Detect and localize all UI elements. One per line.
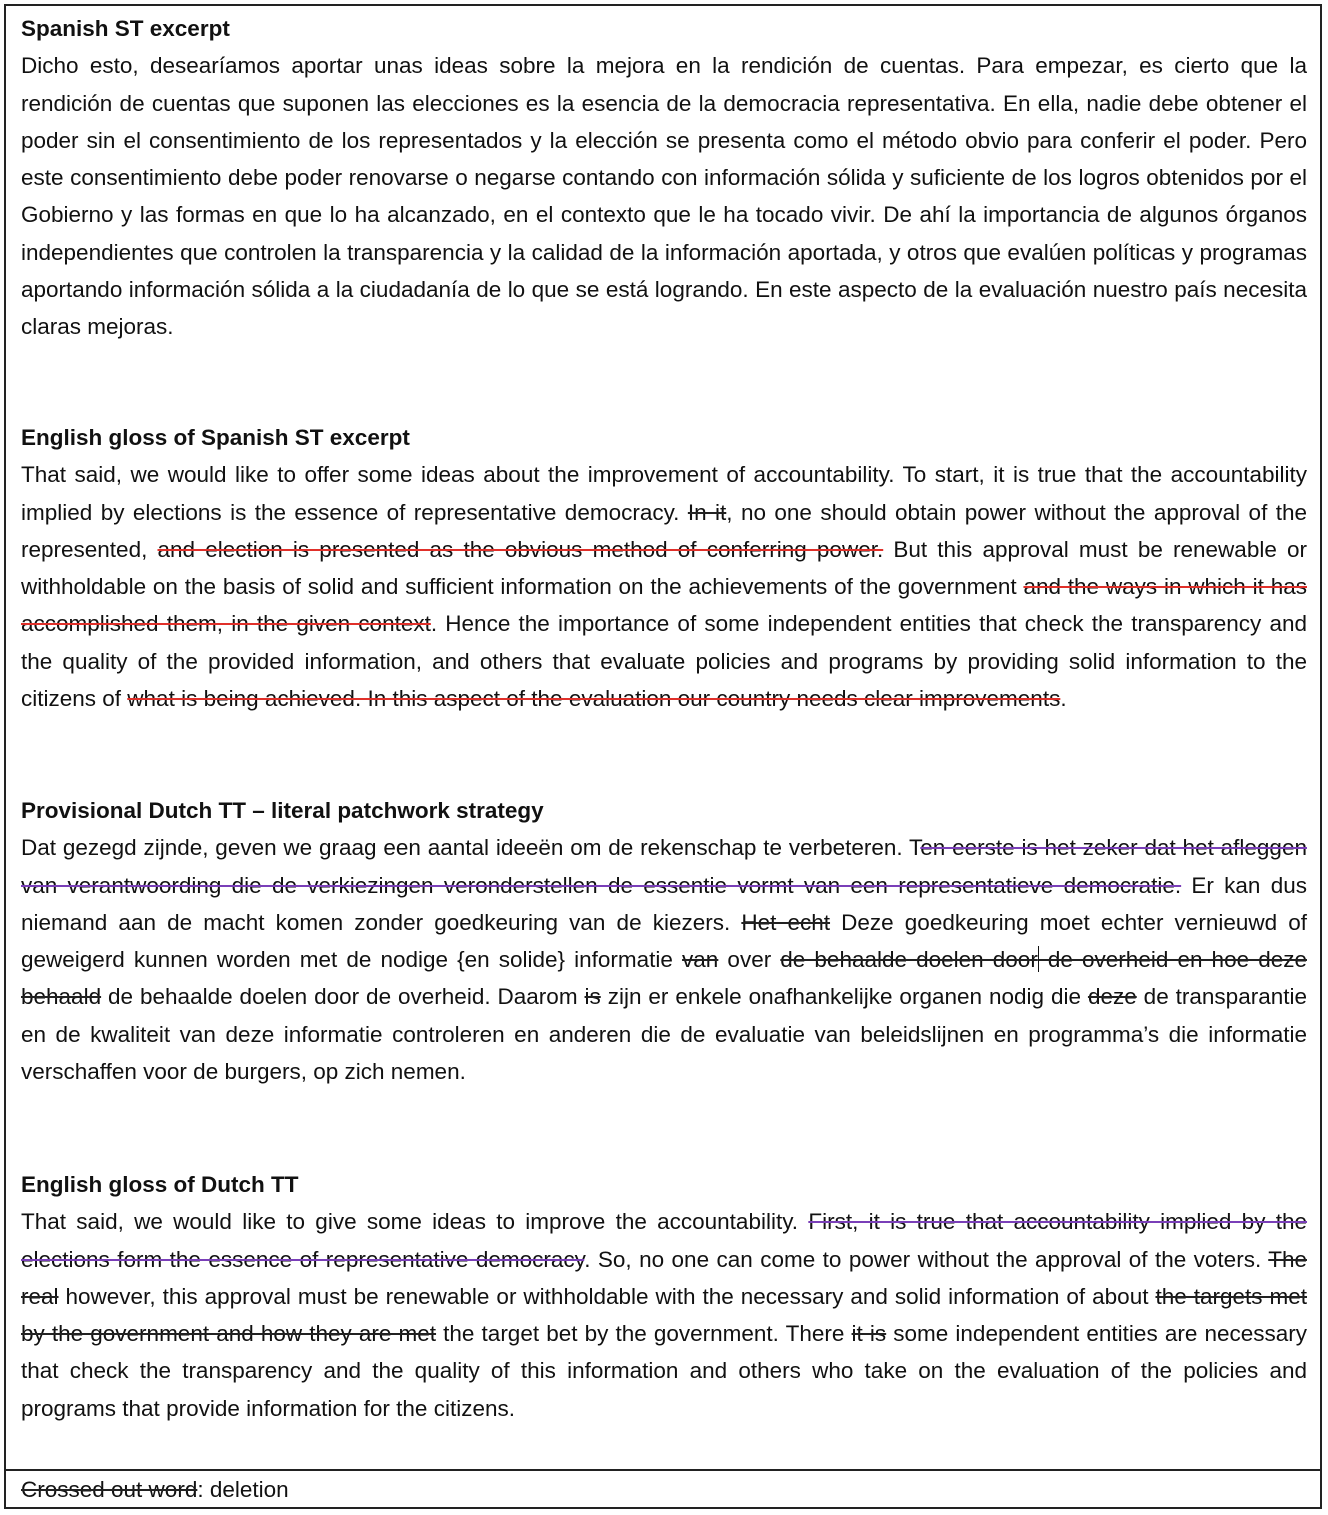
deleted-text-red: what is being achieved. In this aspect of the evaluation our country needs clear improvements	[127, 686, 1061, 712]
section-dutch-tt	[21, 792, 1307, 1090]
deleted-text: deze	[1087, 984, 1137, 1010]
text-run: Dicho esto, desearíamos aportar unas ideas sobre la mejora en la rendición de cuentas. Para empezar, es cierto que la rendición de cuentas que suponen las elecciones es la esencia de la democracia representativa. En ella, nadie debe obtener el poder sin el consentimiento de los representados y la elección se presenta como el método obvio para conferir el poder. Pero este consentimiento debe poder renovarse o negarse contando con información sólida y suficiente de los logros obtenidos por el Gobierno y las formas en que lo ha alcanzado, en el contexto que le ha tocado vivir. De ahí la importancia de algunos órganos independientes que controlen la transparencia y la calidad de la información aportada, y otros que evalúen políticas y programas aportando información sólida a la ciudadanía de lo que se está logrando. En este aspecto de la evaluación nuestro país necesita claras mejoras.	[21, 53, 1307, 340]
section-text	[21, 1203, 1307, 1427]
section-heading: Spanish ST excerpt	[21, 16, 230, 41]
text-run: over	[718, 947, 781, 973]
deleted-text: The real	[21, 1246, 1307, 1309]
deleted-text-red: and election is presented as the obvious method of conferring power.	[157, 536, 884, 562]
deleted-text-purple: en eerste is het zeker dat het afleggen van verantwoording die de verkiezingen veronderstellen de essentie vormt van een representatieve democratie.	[21, 835, 1307, 898]
text-run: .	[1060, 686, 1067, 712]
text-run: de behaalde doelen door de overheid. Daarom	[101, 984, 585, 1010]
deleted-text: the targets met by the government and how they are met	[21, 1283, 1308, 1347]
text-run: That said, we would like to offer some ideas about the improvement of accountability. To start, it is true that the accountability implied by elections is the essence of representative democracy.	[21, 462, 1307, 525]
legend-crossed-sample: Crossed out word	[21, 1477, 198, 1502]
legend	[6, 1469, 1320, 1507]
section-heading: English gloss of Spanish ST excerpt	[21, 425, 410, 450]
text-run: however, this approval must be renewable or withholdable with the necessary and solid information of about	[58, 1283, 1156, 1309]
text-run: the target bet by the government. There	[436, 1321, 852, 1347]
section-spanish-st	[21, 10, 1307, 346]
section-english-gloss-tt	[21, 1166, 1307, 1427]
section-heading: Provisional Dutch TT – literal patchwork strategy	[21, 798, 544, 823]
deleted-text-red: and the ways in which it has accomplished them, in the given context	[21, 574, 1307, 637]
text-run: But this approval must be renewable or withholdable on the basis of solid and sufficient information on the achievements of the government	[21, 536, 1308, 600]
deleted-text: it is	[851, 1321, 887, 1347]
section-text	[21, 456, 1307, 717]
deleted-text: van	[682, 947, 719, 973]
section-text	[21, 47, 1307, 345]
text-run: some independent entities are necessary that check the transparency and the quality of this information and others who take on the evaluation of the policies and programs that provide information for the citizens.	[21, 1321, 1307, 1421]
deleted-text: In it	[687, 499, 727, 525]
deleted-text-purple: First, it is true that accountability implied by the elections form the essence of representative democracy	[21, 1209, 1308, 1272]
deleted-text: Het echt	[741, 909, 831, 935]
deleted-text: de behaalde doelen door	[780, 947, 1038, 973]
text-run: Er kan dus niemand aan de macht komen zonder goedkeuring van de kiezers.	[21, 872, 1307, 935]
text-run: . Hence the importance of some independent entities that check the transparency and the quality of the provided information, and others that evaluate policies and programs by providing solid information to the citizens of	[21, 611, 1307, 712]
text-run: de transparantie en de kwaliteit van deze informatie controleren en anderen die de evaluatie van beleidslijnen en programma’s die informatie verschaffen voor de burgers, op zich nemen.	[21, 984, 1307, 1085]
text-run: Dat gezegd zijnde, geven we graag een aantal ideeën om de rekenschap te verbeteren. T	[21, 835, 921, 861]
document-body	[6, 6, 1320, 1471]
legend-description: : deletion	[197, 1477, 289, 1502]
text-run: zijn er enkele onafhankelijke organen nodig die	[600, 984, 1088, 1010]
text-run: . So, no one can come to power without the approval of the voters.	[584, 1246, 1269, 1272]
text-run: Deze goedkeuring moet echter vernieuwd of geweigerd kunnen worden met de nodige {en solide} informatie	[21, 909, 1308, 973]
section-heading: English gloss of Dutch TT	[21, 1172, 299, 1197]
section-english-gloss-st	[21, 419, 1307, 717]
text-run: That said, we would like to give some ideas to improve the accountability.	[21, 1209, 809, 1235]
section-text	[21, 829, 1307, 1090]
text-run: , no one should obtain power without the approval of the represented,	[21, 499, 1308, 562]
deleted-text: de overheid en hoe deze behaald	[21, 947, 1307, 1010]
deleted-text: is	[584, 984, 601, 1010]
document-frame	[4, 4, 1322, 1509]
